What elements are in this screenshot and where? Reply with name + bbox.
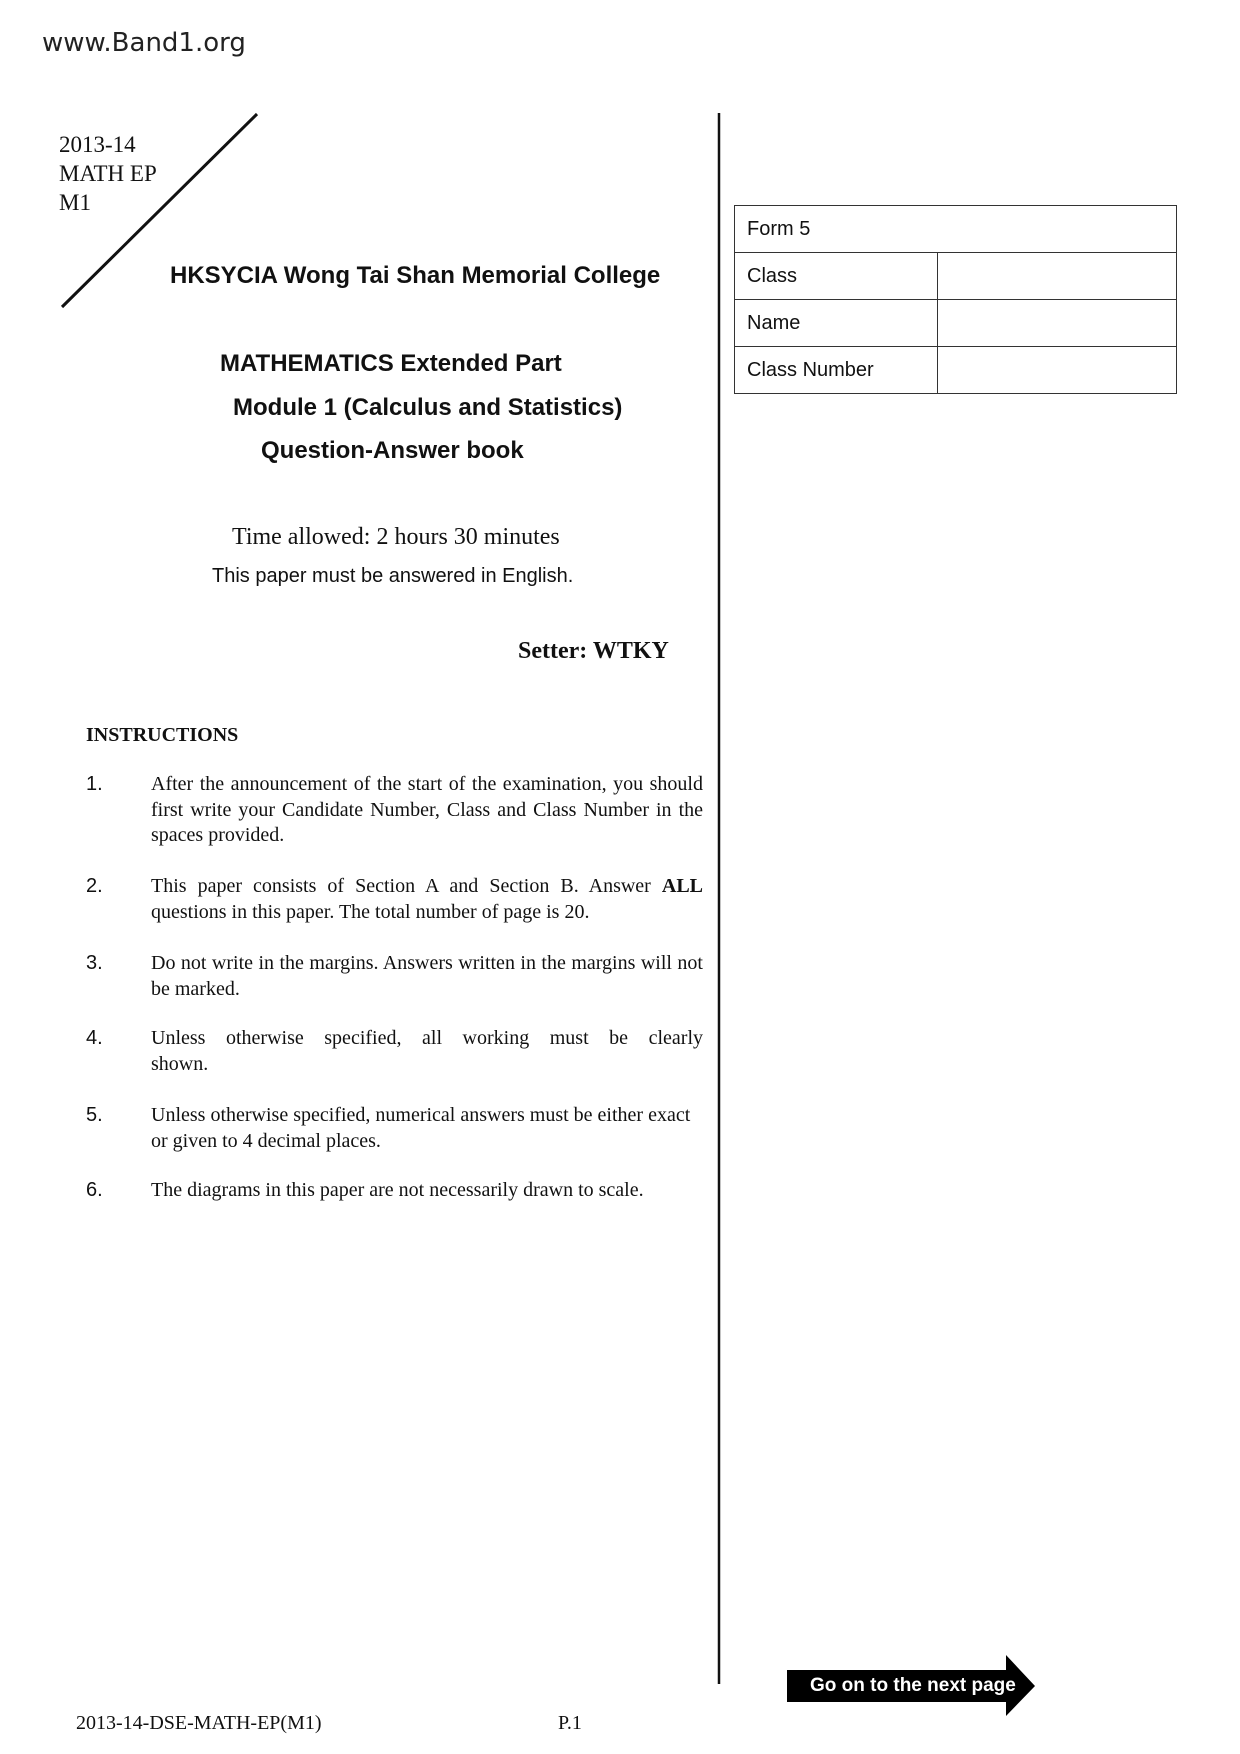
instruction-item xyxy=(86,1178,703,1204)
time-allowed: Time allowed: 2 hours 30 minutes xyxy=(232,524,560,550)
item-number: 6. xyxy=(86,1179,103,1201)
item-text xyxy=(151,874,703,925)
item-number: 4. xyxy=(86,1027,103,1049)
instruction-item xyxy=(86,1103,703,1154)
class-field[interactable] xyxy=(938,253,1177,300)
class-number-label: Class Number xyxy=(735,347,938,394)
paper-subject: MATH EP xyxy=(59,161,157,186)
item-text-part: questions in this paper. The total number of page is 20. xyxy=(151,900,590,923)
language-note: This paper must be answered in English. xyxy=(212,565,574,587)
item-text-part: This paper consists of Section A and Section B. Answer xyxy=(151,875,662,897)
instruction-item xyxy=(86,1026,703,1077)
class-number-field[interactable] xyxy=(938,347,1177,394)
item-text: Unless otherwise specified, all working must be clearly shown. xyxy=(151,1027,703,1075)
setter: Setter: WTKY xyxy=(518,638,669,664)
page-number: P.1 xyxy=(558,1712,582,1734)
paper-year: 2013-14 xyxy=(59,132,136,157)
paper-code xyxy=(59,130,157,217)
class-label: Class xyxy=(735,253,938,300)
subject-title: MATHEMATICS Extended Part xyxy=(220,350,562,377)
school-name: HKSYCIA Wong Tai Shan Memorial College xyxy=(170,262,661,289)
student-info-table xyxy=(734,205,1177,394)
name-field[interactable] xyxy=(938,300,1177,347)
instruction-item xyxy=(86,951,703,1002)
item-text-bold: ALL xyxy=(661,875,703,897)
footer-code: 2013-14-DSE-MATH-EP(M1) xyxy=(76,1712,322,1734)
name-label: Name xyxy=(735,300,938,347)
item-text: Do not write in the margins. Answers written in the margins will not be marked. xyxy=(151,952,703,1000)
item-number: 3. xyxy=(86,952,103,974)
module-title: Module 1 (Calculus and Statistics) xyxy=(233,394,623,421)
watermark: www.Band1.org xyxy=(42,28,246,58)
item-text: After the announcement of the start of the examination, you should first write your Candidate Number, Class and Class Number in the spaces provided. xyxy=(151,773,703,846)
item-number: 5. xyxy=(86,1104,103,1126)
instruction-item xyxy=(86,874,703,925)
book-type: Question-Answer book xyxy=(261,437,524,464)
form-cell: Form 5 xyxy=(735,206,1177,253)
item-text: Unless otherwise specified, numerical answers must be either exact or given to 4 decimal places. xyxy=(151,1104,691,1152)
paper-module: M1 xyxy=(59,190,91,215)
next-page-label: Go on to the next page xyxy=(810,1675,1016,1696)
item-text: The diagrams in this paper are not necessarily drawn to scale. xyxy=(151,1179,644,1201)
item-number: 1. xyxy=(86,773,103,795)
item-number: 2. xyxy=(86,875,103,897)
instructions-heading: INSTRUCTIONS xyxy=(86,724,239,746)
instruction-item xyxy=(86,772,703,849)
